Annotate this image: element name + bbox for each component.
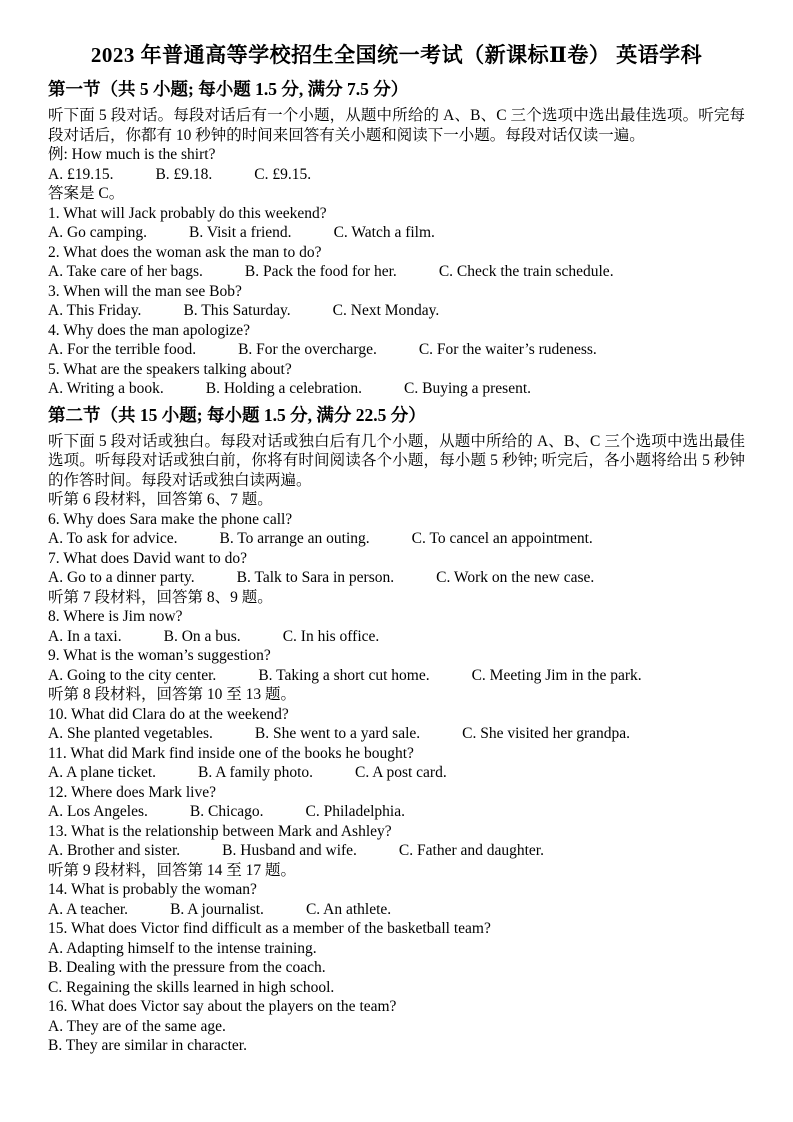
option-item: A. Going to the city center. bbox=[48, 666, 217, 684]
material-header: 听第 6 段材料，回答第 6、7 题。 bbox=[48, 491, 273, 508]
options-row bbox=[48, 529, 745, 549]
section-heading: 第二节（共 15 小题; 每小题 1.5 分, 满分 22.5 分） bbox=[48, 404, 426, 425]
option-item: C. An athlete. bbox=[305, 900, 392, 918]
option-item: B. Holding a celebration. bbox=[205, 380, 363, 397]
option-item: C. Meeting Jim in the park. bbox=[471, 666, 642, 684]
option-item: B. She went to a yard sale. bbox=[254, 725, 421, 742]
options-row bbox=[48, 841, 745, 861]
option-item: A. To ask for advice. bbox=[48, 530, 178, 547]
option-item: B. A family photo. bbox=[198, 764, 314, 781]
option-line: A. Adapting himself to the intense training. bbox=[48, 939, 317, 957]
option-item: C. Check the train schedule. bbox=[438, 263, 614, 280]
option-line: B. They are similar in character. bbox=[48, 1037, 247, 1054]
options-row bbox=[48, 900, 745, 920]
question-line: 7. What does David want to do? bbox=[48, 549, 248, 567]
question-line: 15. What does Victor find difficult as a member of the basketball team? bbox=[48, 920, 491, 937]
option-item: C. £9.15. bbox=[254, 165, 312, 183]
example-line: 例: How much is the shirt? bbox=[48, 146, 216, 163]
option-item: A. Take care of her bags. bbox=[48, 263, 203, 280]
options-row bbox=[48, 379, 745, 399]
options-row bbox=[48, 301, 745, 321]
option-item: C. To cancel an appointment. bbox=[411, 530, 593, 547]
option-item: B. Chicago. bbox=[189, 803, 264, 820]
option-item: A. Writing a book. bbox=[48, 380, 164, 397]
option-item: A. She planted vegetables. bbox=[48, 725, 213, 742]
option-item: B. Talk to Sara in person. bbox=[236, 569, 395, 586]
section-instructions: 听下面 5 段对话。每段对话后有一个小题，从题中所给的 A、B、C 三个选项中选出最佳选项。听完每段对话后，你都有 10 秒钟的时间来回答有关小题和阅读下一小题。每段对话仅读一遍。 bbox=[48, 107, 745, 144]
page-title: 2023 年普通高等学校招生全国统一考试（新课标Ⅱ卷） 英语学科 bbox=[90, 43, 703, 67]
question-line: 14. What is probably the woman? bbox=[48, 881, 257, 898]
option-item: B. On a bus. bbox=[163, 627, 241, 645]
option-item: A. Brother and sister. bbox=[48, 842, 181, 859]
option-item: B. Husband and wife. bbox=[222, 842, 357, 859]
option-item: A. £19.15. bbox=[48, 165, 114, 183]
options-row bbox=[48, 666, 745, 686]
question-line: 11. What did Mark find inside one of the books he bought? bbox=[48, 744, 414, 762]
option-item: C. A post card. bbox=[355, 764, 447, 781]
options-row bbox=[48, 340, 745, 360]
option-line: C. Regaining the skills learned in high school. bbox=[48, 978, 335, 996]
option-item: B. Pack the food for her. bbox=[244, 263, 397, 280]
option-line: A. They are of the same age. bbox=[48, 1017, 226, 1035]
question-line: 2. What does the woman ask the man to do? bbox=[48, 243, 322, 261]
option-item: C. Buying a present. bbox=[404, 380, 532, 397]
material-header: 听第 7 段材料，回答第 8、9 题。 bbox=[48, 588, 273, 606]
option-item: A. Los Angeles. bbox=[48, 803, 148, 820]
material-header: 听第 9 段材料，回答第 14 至 17 题。 bbox=[48, 861, 297, 879]
option-item: B. To arrange an outing. bbox=[219, 530, 370, 547]
options-row bbox=[48, 568, 745, 588]
material-header: 听第 8 段材料，回答第 10 至 13 题。 bbox=[48, 686, 297, 703]
option-item: B. This Saturday. bbox=[183, 302, 291, 319]
section-instructions: 听下面 5 段对话或独白。每段对话或独白后有几个小题，从题中所给的 A、B、C 三个选项中选出最佳选项。听每段对话或独白前，你将有时间阅读各个小题，每小题 5 秒钟; 听完后，各小题将给出 5 秒钟的作答时间。每段对话或独白读两遍。 bbox=[48, 432, 745, 489]
question-line: 9. What is the woman’s suggestion? bbox=[48, 647, 271, 664]
option-item: C. Father and daughter. bbox=[398, 842, 544, 859]
options-row bbox=[48, 627, 745, 647]
option-item: A. For the terrible food. bbox=[48, 341, 197, 358]
question-line: 16. What does Victor say about the players on the team? bbox=[48, 998, 397, 1015]
option-item: A. A teacher. bbox=[48, 900, 129, 918]
question-line: 4. Why does the man apologize? bbox=[48, 321, 251, 339]
question-line: 6. Why does Sara make the phone call? bbox=[48, 510, 293, 528]
question-line: 1. What will Jack probably do this weekend? bbox=[48, 204, 327, 222]
options-row bbox=[48, 223, 745, 243]
option-item: C. Work on the new case. bbox=[436, 569, 595, 586]
answer-line: 答案是 C。 bbox=[48, 185, 125, 202]
option-item: A. A plane ticket. bbox=[48, 764, 157, 781]
option-item: A. This Friday. bbox=[48, 302, 142, 319]
options-row bbox=[48, 724, 745, 744]
option-item: B. Visit a friend. bbox=[189, 224, 292, 241]
options-row bbox=[48, 262, 745, 282]
question-line: 8. Where is Jim now? bbox=[48, 608, 183, 625]
option-line: B. Dealing with the pressure from the coach. bbox=[48, 959, 326, 976]
question-line: 12. Where does Mark live? bbox=[48, 783, 217, 801]
question-line: 5. What are the speakers talking about? bbox=[48, 360, 292, 378]
option-item: B. For the overcharge. bbox=[238, 341, 377, 358]
option-item: C. For the waiter’s rudeness. bbox=[418, 341, 597, 358]
question-line: 3. When will the man see Bob? bbox=[48, 282, 242, 300]
option-item: B. Taking a short cut home. bbox=[258, 666, 430, 684]
option-item: A. Go camping. bbox=[48, 224, 148, 241]
options-row bbox=[48, 802, 745, 822]
question-line: 13. What is the relationship between Mark and Ashley? bbox=[48, 822, 392, 840]
option-item: C. In his office. bbox=[282, 627, 380, 645]
option-item: A. In a taxi. bbox=[48, 627, 122, 645]
option-item: B. A journalist. bbox=[170, 900, 264, 918]
option-item: C. Philadelphia. bbox=[305, 803, 405, 820]
option-item: B. £9.18. bbox=[155, 165, 213, 183]
option-item: C. She visited her grandpa. bbox=[462, 725, 631, 742]
options-row bbox=[48, 165, 745, 185]
option-item: A. Go to a dinner party. bbox=[48, 569, 195, 586]
option-item: C. Next Monday. bbox=[332, 302, 440, 319]
section-heading: 第一节（共 5 小题; 每小题 1.5 分, 满分 7.5 分） bbox=[48, 79, 409, 99]
question-line: 10. What did Clara do at the weekend? bbox=[48, 705, 289, 723]
option-item: C. Watch a film. bbox=[333, 224, 435, 241]
options-row bbox=[48, 763, 745, 783]
document-body bbox=[48, 76, 745, 1056]
